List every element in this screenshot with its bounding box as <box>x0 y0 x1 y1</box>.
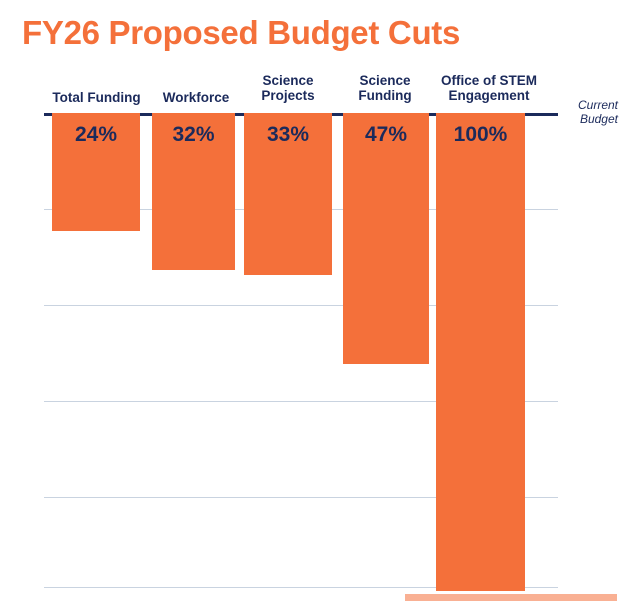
category-label-line2: Funding <box>358 88 412 103</box>
category-label-science-funding <box>340 73 430 103</box>
category-label-line1: Workforce <box>162 90 230 105</box>
category-label-workforce <box>152 90 240 105</box>
category-label-line2: Engagement <box>448 88 530 103</box>
bar-value-label: 33% <box>266 123 310 146</box>
bar-total-funding[interactable] <box>52 113 140 231</box>
category-label-line1: Total Funding <box>52 90 141 105</box>
footer-accent-strip <box>405 594 617 601</box>
current-budget-line1: Current <box>577 98 618 112</box>
category-label-line1: Office of STEM <box>440 73 537 88</box>
bar-science-funding[interactable] <box>343 113 429 364</box>
bar-value-label: 32% <box>172 123 215 146</box>
chart-title: FY26 Proposed Budget Cuts <box>22 14 461 51</box>
bar-value-label: 47% <box>364 123 408 146</box>
category-label-line1: Science <box>262 73 314 88</box>
bar-workforce[interactable] <box>152 113 235 270</box>
bar-office-of-stem-engagement[interactable] <box>436 113 525 591</box>
bar-value-label: 24% <box>74 123 118 146</box>
category-label-office-of-stem-engagement <box>425 73 553 103</box>
plot-area <box>44 113 540 593</box>
category-label-science-projects <box>243 73 333 103</box>
category-label-line2: Projects <box>261 88 315 103</box>
bar-science-projects[interactable] <box>244 113 332 275</box>
category-label-line1: Science <box>359 73 411 88</box>
current-budget-line2: Budget <box>579 112 618 126</box>
current-budget-annotation <box>560 98 618 126</box>
category-label-total-funding <box>44 90 149 105</box>
bar-value-label: 100% <box>453 123 508 146</box>
